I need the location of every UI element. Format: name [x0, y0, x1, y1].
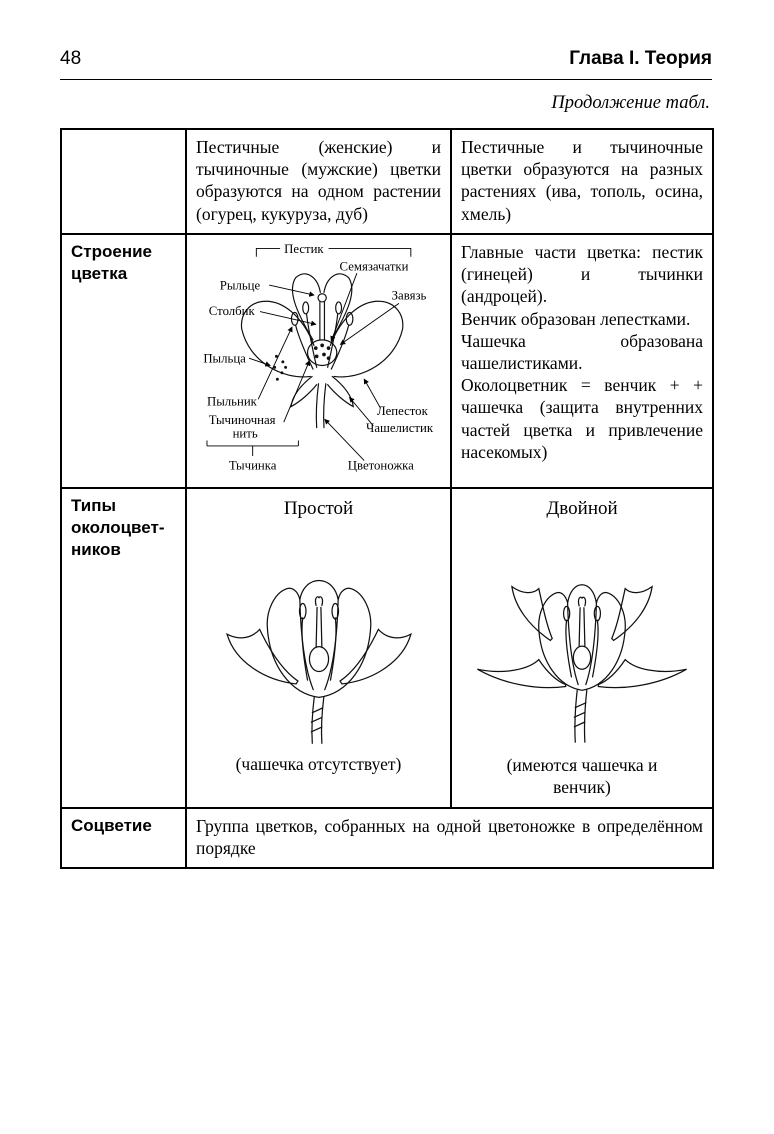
filament-label-line1: Тычиночная	[208, 412, 276, 427]
flower-table	[60, 128, 714, 869]
double-perianth-cell	[451, 488, 713, 808]
pedicel-label: Цветоножка	[347, 458, 414, 473]
page-number: 48	[60, 48, 82, 69]
flower-structure-cell	[186, 234, 451, 488]
table-row-distribution	[61, 129, 713, 234]
ovary-label: Завязь	[391, 288, 427, 303]
structure-row-label: Строение цветка	[61, 234, 186, 488]
sepal-label: Чашелистик	[366, 421, 434, 436]
double-perianth-title: Двойной	[546, 497, 618, 519]
inflorescence-text: Группа цветков, собранных на одной цветоножке в определённом порядке	[186, 808, 713, 868]
petal-label: Лепесток	[377, 403, 428, 418]
style-label: Столбик	[208, 304, 255, 319]
filament-label-line2: нить	[232, 426, 258, 441]
chapter-title: Глава I. Теория	[569, 48, 712, 69]
empty-label-cell	[61, 129, 186, 234]
dioecious-text: Пестичные и тычиночные цветки образуются на разных растениях (ива, тополь, осина, хмель)	[451, 129, 713, 234]
simple-perianth-title: Простой	[283, 497, 354, 519]
simple-flower-drawing	[227, 581, 411, 744]
structure-paragraph: Околоцветник = венчик + + чашечка (защита внутренних частей цветка и привлечение насекомых)	[461, 375, 703, 462]
structure-paragraph: Венчик образован лепестками.	[461, 308, 691, 329]
simple-perianth-caption: (чашечка отсутствует)	[235, 754, 402, 774]
page-header	[60, 48, 712, 80]
monoecious-text: Пестичные (женские) и тычиночные (мужские) цветки образуются на одном растении (огурец, кукуруза, дуб)	[186, 129, 451, 234]
pollen-label: Пыльца	[203, 351, 246, 366]
simple-perianth-diagram	[204, 525, 434, 750]
perianth-row-label: Типы околоцветников	[61, 488, 186, 808]
structure-description	[451, 234, 713, 488]
continuation-note: Продолжение табл.	[551, 93, 710, 113]
double-flower-drawing	[477, 585, 686, 742]
table-row-structure	[61, 234, 713, 488]
table-row-inflorescence	[61, 808, 713, 868]
inflorescence-row-label: Соцветие	[61, 808, 186, 868]
simple-perianth-cell	[186, 488, 451, 808]
table-row-perianth	[61, 488, 713, 808]
structure-paragraph: Главные части цветка: пестик (гинецей) и тычинки (андроцей).	[461, 241, 703, 307]
ovules-label: Семязачатки	[339, 259, 409, 274]
anther-label: Пыльник	[206, 394, 257, 409]
stigma-label: Рыльце	[219, 278, 261, 293]
structure-paragraph: Чашечка образована чашелистиками.	[461, 330, 703, 373]
double-perianth-diagram	[462, 525, 702, 751]
flower-structure-diagram	[196, 241, 441, 479]
stamen-label: Тычинка	[228, 458, 277, 473]
double-perianth-caption: (имеются чашечка и венчик)	[506, 755, 658, 797]
pistil-label: Пестик	[284, 241, 324, 256]
